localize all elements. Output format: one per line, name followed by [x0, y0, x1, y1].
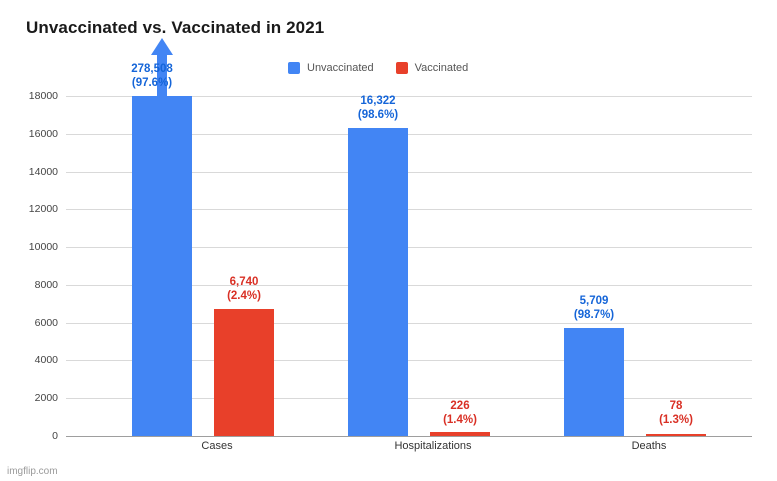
- x-axis-line: [66, 436, 752, 437]
- bar-cases-unvaccinated-clip-arrow-head: [151, 38, 173, 55]
- y-tick-16000: 16000: [28, 127, 58, 140]
- chart-title: Unvaccinated vs. Vaccinated in 2021: [26, 18, 325, 37]
- bar-group-deaths: [554, 96, 744, 436]
- x-tick-cases: Cases: [201, 440, 233, 452]
- y-tick-2000: 2000: [34, 392, 58, 405]
- bar-label-hospitalizations-unvaccinated: 16,322 (98.6%): [357, 95, 399, 121]
- bar-label-deaths-unvaccinated: 5,709 (98.7%): [573, 295, 615, 321]
- y-tick-4000: 4000: [34, 354, 58, 367]
- y-tick-0: 0: [52, 430, 58, 442]
- y-tick-6000: 6000: [34, 316, 58, 329]
- y-tick-8000: 8000: [34, 278, 58, 291]
- legend-swatch-vaccinated: [396, 62, 408, 74]
- bar-hospitalizations-unvaccinated[interactable]: [348, 128, 408, 436]
- y-axis-labels: [0, 90, 58, 442]
- bar-label-cases-unvaccinated: 278,508 (97.6%): [131, 63, 173, 89]
- watermark: imgflip.com: [7, 466, 58, 477]
- bar-group-hospitalizations: [338, 96, 528, 436]
- x-tick-deaths: Deaths: [631, 440, 667, 452]
- legend-item-vaccinated[interactable]: [396, 62, 469, 74]
- bar-label-deaths-vaccinated: 78 (1.3%): [659, 400, 693, 426]
- y-tick-14000: 14000: [28, 165, 58, 178]
- legend-label-unvaccinated: Unvaccinated: [307, 62, 374, 74]
- legend-swatch-unvaccinated: [288, 62, 300, 74]
- bar-cases-unvaccinated[interactable]: [132, 96, 192, 436]
- y-tick-10000: 10000: [28, 241, 58, 254]
- bar-label-hospitalizations-vaccinated: 226 (1.4%): [443, 400, 477, 426]
- y-tick-18000: 18000: [28, 90, 58, 102]
- bar-label-cases-vaccinated: 6,740 (2.4%): [227, 276, 261, 302]
- bar-group-cases: [122, 63, 312, 436]
- legend-item-unvaccinated[interactable]: [288, 62, 374, 74]
- chart-legend: [288, 62, 468, 74]
- x-axis-labels: [66, 440, 752, 460]
- bar-deaths-unvaccinated[interactable]: [564, 328, 624, 436]
- legend-label-vaccinated: Vaccinated: [414, 62, 469, 74]
- bar-cases-vaccinated[interactable]: [214, 309, 274, 436]
- x-tick-hospitalizations: Hospitalizations: [394, 440, 472, 452]
- y-tick-12000: 12000: [28, 203, 58, 216]
